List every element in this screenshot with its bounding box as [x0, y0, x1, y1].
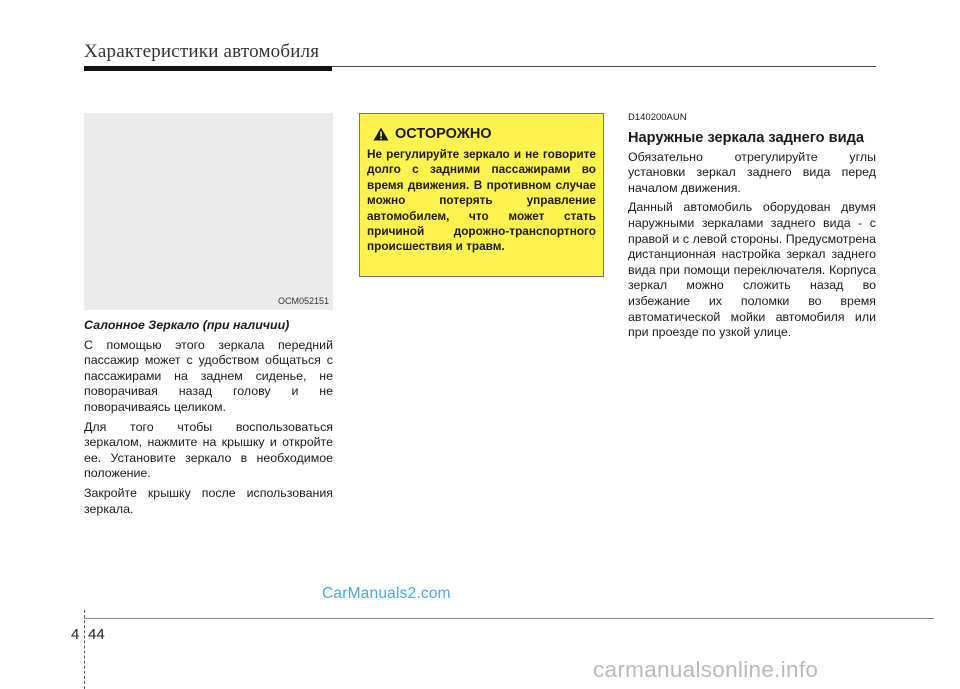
left-column [84, 318, 333, 521]
figure-code: OCM052151 [277, 296, 329, 306]
paragraph: Данный автомобиль оборудован двумя наружными зеркалами заднего вида - с правой и с левой стороны. Предусмотрена дистанционная настройка зеркал заднего вида при помощи переключателя. Корпуса зеркал можно сложить назад во избежание их поломки во время автоматической мойки автомобиля или при проезде по узкой улице. [628, 200, 876, 340]
warning-box [359, 113, 604, 277]
paragraph: Обязательно отрегулируйте углы установки зеркал заднего вида перед началом движения. [628, 149, 876, 195]
warning-text: Не регулируйте зеркало и не говорите долго с задними пассажирами во время движения. В противном случае можно потерять управление автомобилем, что может стать причиной дорожно-транспортного происшествия и травм. [367, 147, 596, 254]
page-number: 44 [88, 626, 105, 643]
section-code: D140200AUN [628, 112, 687, 123]
warning-title: ОСТОРОЖНО [395, 126, 492, 142]
footer-site: carmanualsonline.info [593, 657, 819, 682]
footer-vertical-line [84, 610, 85, 689]
warning-header [373, 126, 596, 142]
footer-horizontal-line [84, 618, 934, 619]
figure-placeholder [84, 113, 333, 310]
section-title: Наружные зеркала заднего вида [628, 129, 864, 146]
header-bar [84, 66, 332, 71]
page-header-title: Характеристики автомобиля [84, 41, 320, 62]
right-column [628, 110, 876, 345]
paragraph: Закройте крышку после использования зеркала. [84, 485, 333, 516]
paragraph: Для того чтобы воспользоваться зеркалом, нажмите на крышку и откройте ее. Установите зеркало в необходимое положение. [84, 419, 333, 481]
warning-triangle-icon [373, 127, 389, 141]
section-subhead: Салонное Зеркало (при наличии) [84, 318, 290, 332]
watermark: CarManuals2.com [322, 585, 451, 602]
paragraph: С помощью этого зеркала передний пассажир может с удобством общаться с пассажирами на заднем сиденье, не поворачивая назад голову и не поворачиваясь целиком. [84, 337, 333, 414]
chapter-number: 4 [71, 626, 80, 643]
